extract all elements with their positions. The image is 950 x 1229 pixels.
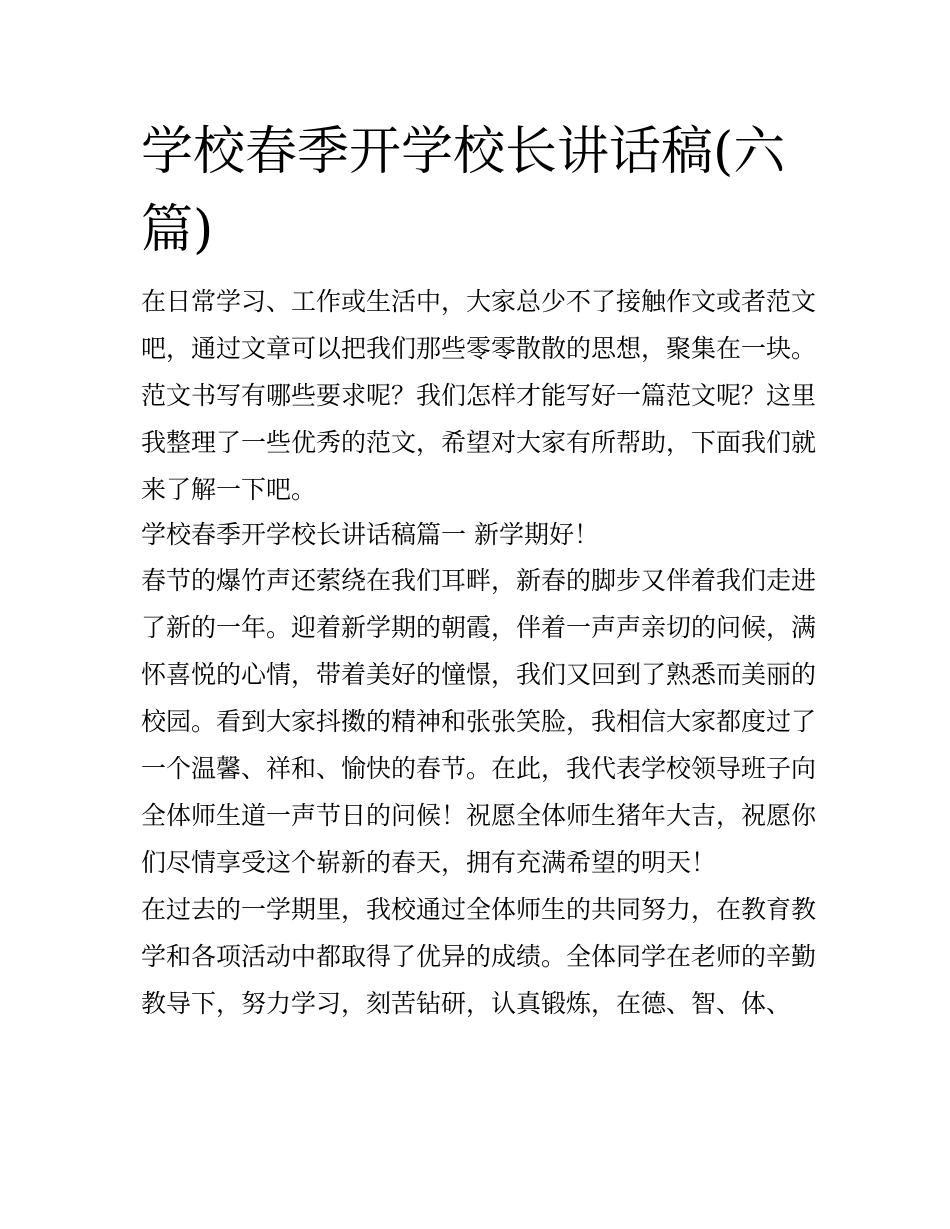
document-title: 学校春季开学校长讲话稿(六篇) (141, 122, 786, 260)
intro-paragraph: 在日常学习、工作或生活中，大家总少不了接触作文或者范文吧，通过文章可以把我们那些零零散散的思想，聚集在一块。范文书写有哪些要求呢？我们怎样才能写好一篇范文呢？这里我整理了一些优秀的范文，希望对大家有所帮助，下面我们就来了解一下吧。 (141, 287, 817, 504)
body-paragraph: 在过去的一学期里，我校通过全体师生的共同努力，在教育教学和各项活动中都取得了优异的成绩。全体同学在老师的辛勤教导下，努力学习，刻苦钻研，认真锻炼，在德、智、体、 (141, 895, 817, 1018)
section-heading: 学校春季开学校长讲话稿篇一 新学期好！ (141, 520, 599, 549)
body-paragraph: 春节的爆竹声还萦绕在我们耳畔，新春的脚步又伴着我们走进了新的一年。迎着新学期的朝霞，伴着一声声亲切的问候，满怀喜悦的心情，带着美好的憧憬，我们又回到了熟悉而美丽的校园。看到大家抖擞的精神和张张笑脸，我相信大家都度过了一个温馨、祥和、愉快的春节。在此，我代表学校领导班子向全体师生道一声节日的问候！祝愿全体师生猪年大吉，祝愿你们尽情享受这个崭新的春天，拥有充满希望的明天！ (141, 566, 817, 877)
document-body (141, 278, 816, 1027)
